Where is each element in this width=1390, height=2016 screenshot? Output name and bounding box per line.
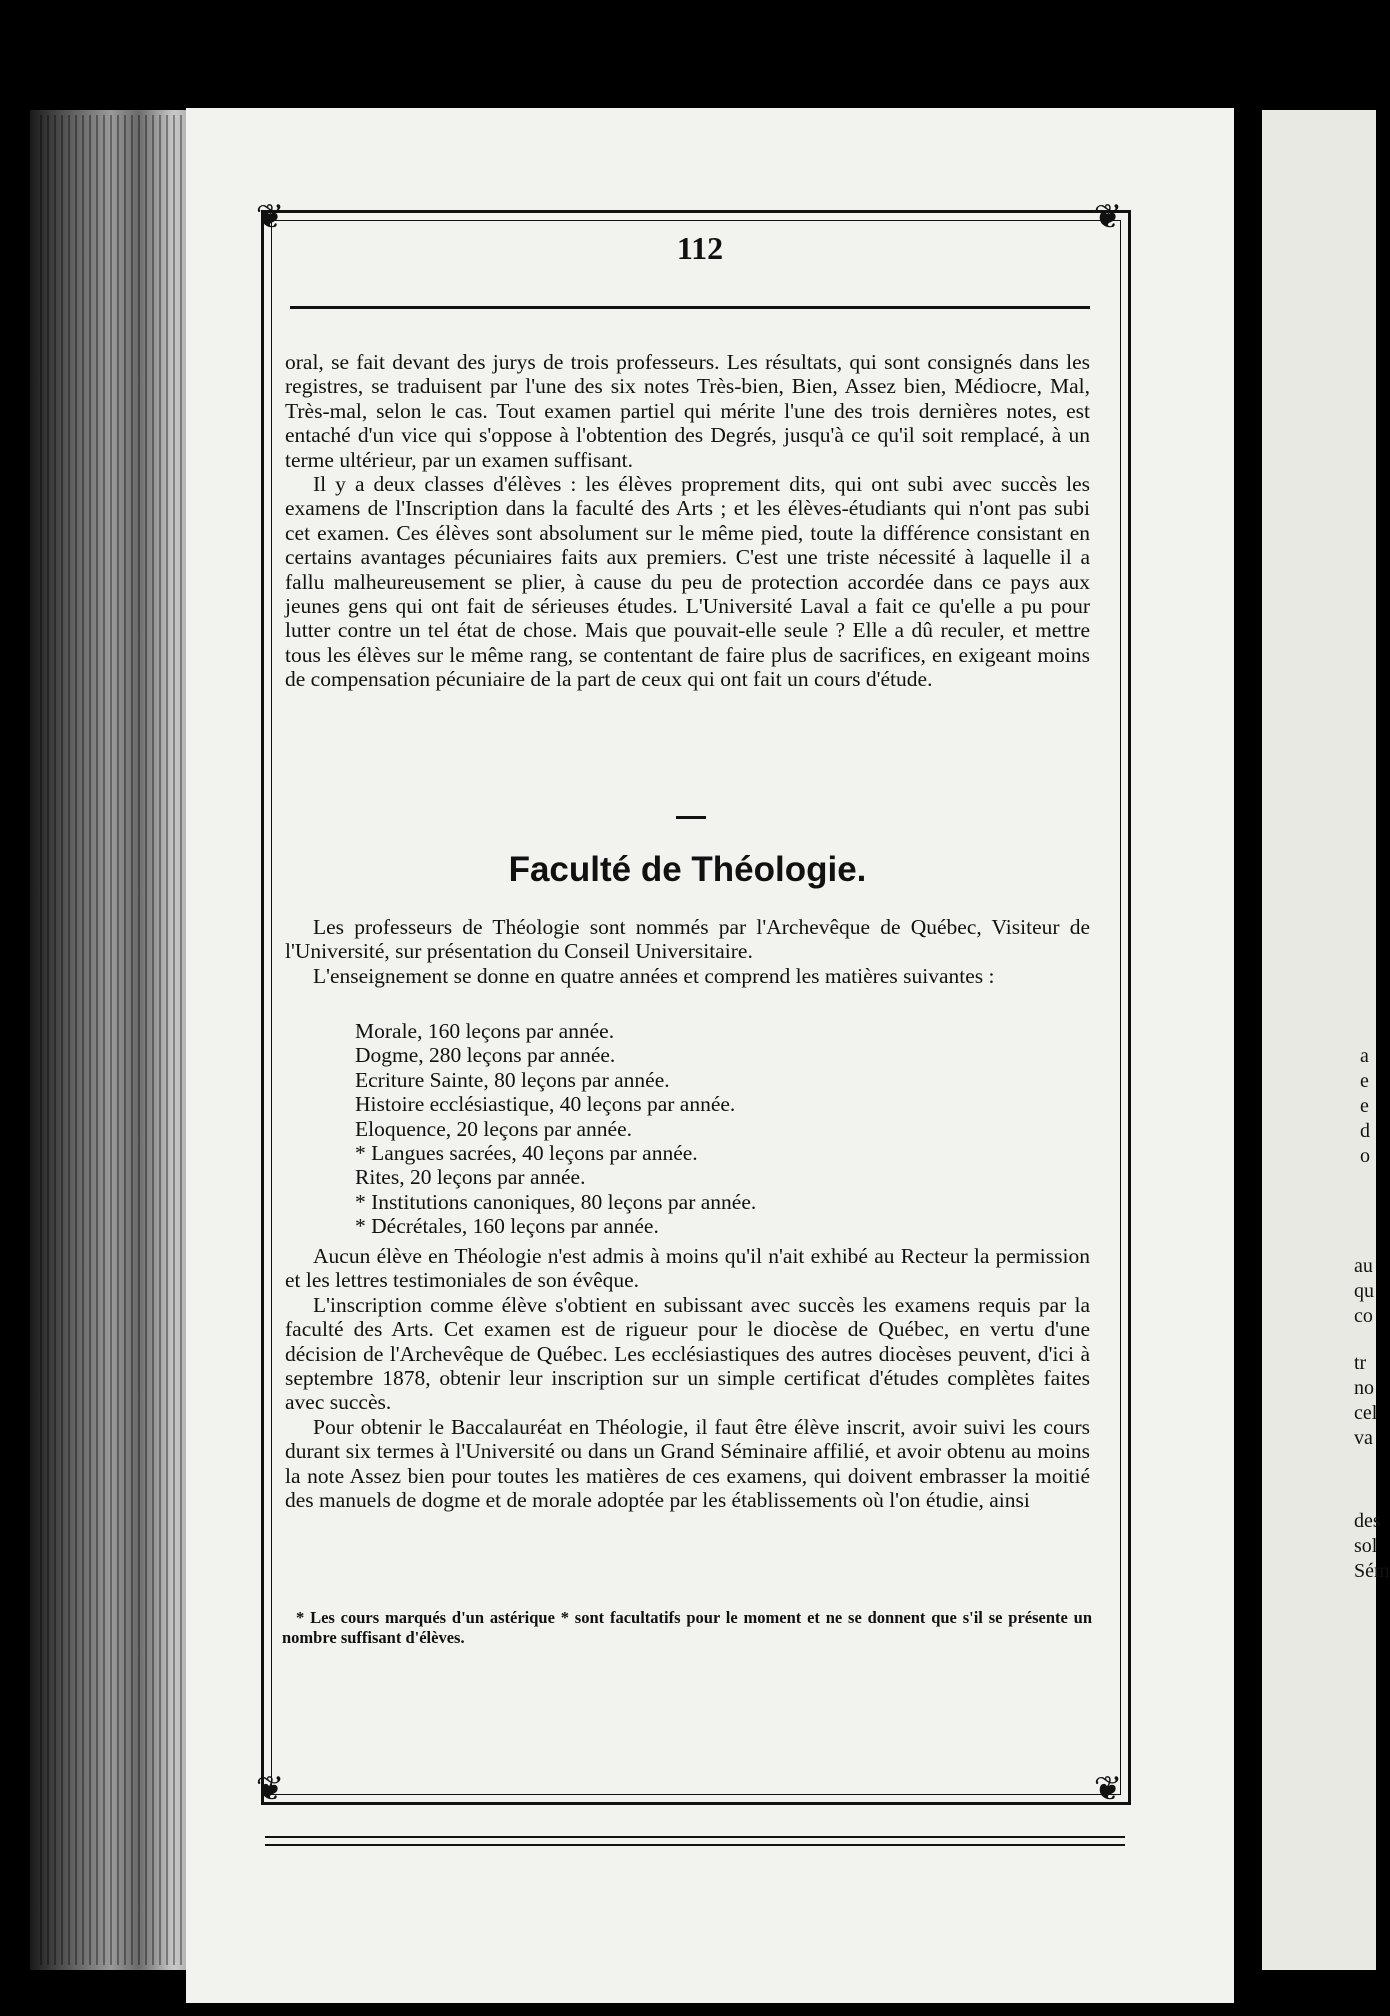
facing-page-fragment: e [1360, 1070, 1369, 1092]
list-item: * Décrétales, 160 leçons par année. [355, 1214, 659, 1239]
facing-page-fragment: cel [1354, 1402, 1378, 1424]
list-item: Rites, 20 leçons par année. [355, 1165, 586, 1190]
facing-page-fragment: au [1354, 1255, 1373, 1277]
paragraph-exam-results: oral, se fait devant des jurys de trois professeurs. Les résultats, qui sont consignés dans les registres, se traduisent par l'une des six notes Très-bien, Bien, Assez bien, Médiocre, Mal, Très-mal, selon le cas. Tout examen partiel qui mérite l'une des trois dernières notes, est entaché d'un vice qui s'oppose à l'obtention des Degrés, jusqu'à ce qu'il soit remplacé, à un terme ultérieur, par un examen suffisant. [285, 350, 1090, 472]
facing-page-fragment: tr [1354, 1352, 1367, 1374]
list-item: Eloquence, 20 leçons par année. [355, 1116, 632, 1141]
course-list [355, 1019, 756, 1239]
footnote [282, 1608, 1092, 1648]
facing-page-fragment: no [1354, 1377, 1374, 1399]
corner-ornament-icon: ❦ [1093, 1771, 1123, 1808]
list-item: * Langues sacrées, 40 leçons par année. [355, 1141, 698, 1166]
paragraph-inscription: L'inscription comme élève s'obtient en subissant avec succès les examens requis par la faculté des Arts. Cet examen est de rigueur pour le diocèse de Québec, en vertu d'une décision de l'Archevêque de Québec. Les ecclésiastiques des autres diocèses peuvent, d'ici à septembre 1878, obtenir leur inscription sur un simple certificat d'études complètes faites avec succès. [285, 1292, 1090, 1415]
body-text-faculty [285, 915, 1090, 988]
footnote-text: * Les cours marqués d'un astérique * sont facultatifs pour le moment et ne se donnent que s'il se présente un nombre suffisant d'élèves. [282, 1608, 1092, 1647]
footer-rule [265, 1836, 1125, 1846]
facing-page-fragment: sol [1354, 1535, 1378, 1557]
section-heading: Faculté de Théologie. [508, 850, 867, 889]
facing-page-fragment: va [1354, 1427, 1373, 1449]
paragraph-student-classes: Il y a deux classes d'élèves : les élèves proprement dits, qui ont subi avec succès les examens de l'Inscription dans la faculté des Arts ; et les élèves-étudiants qui n'ont pas subi cet examen. Ces élèves sont absolument sur le même pied, toute la différence consistant en certains avantages pécuniaires faits aux premiers. C'est une triste nécessité à laquelle il a fallu malheureusement se plier, à cause du peu de protection accordée dans ce pays aux jeunes gens qui ont fait de sérieuses études. L'Université Laval a fait ce qu'elle a pu pour lutter contre un tel état de chose. Mais que pouvait-elle seule ? Elle a dû reculer, et mettre tous les élèves sur le même rang, se contentant de faire plus de sacrifices, en exigeant moins de compensation pécuniaire de la part de ceux qui ont fait un cours d'étude. [285, 472, 1090, 692]
facing-page [1262, 110, 1390, 1970]
header-rule [290, 306, 1090, 309]
paragraph-teaching: L'enseignement se donne en quatre années et comprend les matières suivantes : [313, 963, 995, 988]
facing-page-fragment: des [1354, 1510, 1381, 1532]
section-divider [676, 816, 706, 819]
facing-page-fragment: a [1360, 1045, 1369, 1067]
paragraph-admission: Aucun élève en Théologie n'est admis à moins qu'il n'ait exhibé au Recteur la permission et les lettres testimoniales de son évêque. [285, 1244, 1090, 1293]
list-item: Dogme, 280 leçons par année. [355, 1043, 616, 1068]
facing-page-fragment: Sém [1354, 1560, 1390, 1582]
page-edges [40, 115, 200, 1965]
list-item: Ecriture Sainte, 80 leçons par année. [355, 1067, 670, 1092]
corner-ornament-icon: ❦ [1093, 199, 1123, 236]
list-item: * Institutions canoniques, 80 leçons par année. [355, 1189, 757, 1214]
corner-ornament-icon: ❦ [255, 1771, 285, 1808]
list-item: Morale, 160 leçons par année. [355, 1019, 615, 1043]
body-text-bottom [285, 1244, 1090, 1512]
facing-page-fragment: co [1354, 1305, 1373, 1327]
facing-page-fragment: e [1360, 1095, 1369, 1117]
paragraph-baccalaureate: Pour obtenir le Baccalauréat en Théologie, il faut être élève inscrit, avoir suivi les cours durant six termes à l'Université ou dans un Grand Séminaire affilié, et avoir obtenu au moins la note Assez bien pour toutes les matières de ces examens, qui doivent embrasser la moitié des manuels de dogme et de morale adoptée par les établissements où l'on étudie, ainsi [285, 1414, 1090, 1513]
list-item: Histoire ecclésiastique, 40 leçons par année. [355, 1092, 736, 1117]
page-number: 112 [676, 230, 724, 266]
facing-page-fragment: d [1360, 1120, 1370, 1142]
facing-page-fragment: o [1360, 1145, 1370, 1167]
facing-page-fragment: qu [1354, 1280, 1374, 1302]
corner-ornament-icon: ❦ [255, 199, 285, 236]
body-text-top [285, 350, 1090, 692]
paragraph-professors: Les professeurs de Théologie sont nommés par l'Archevêque de Québec, Visiteur de l'Université, sur présentation du Conseil Universitaire. [285, 915, 1090, 964]
